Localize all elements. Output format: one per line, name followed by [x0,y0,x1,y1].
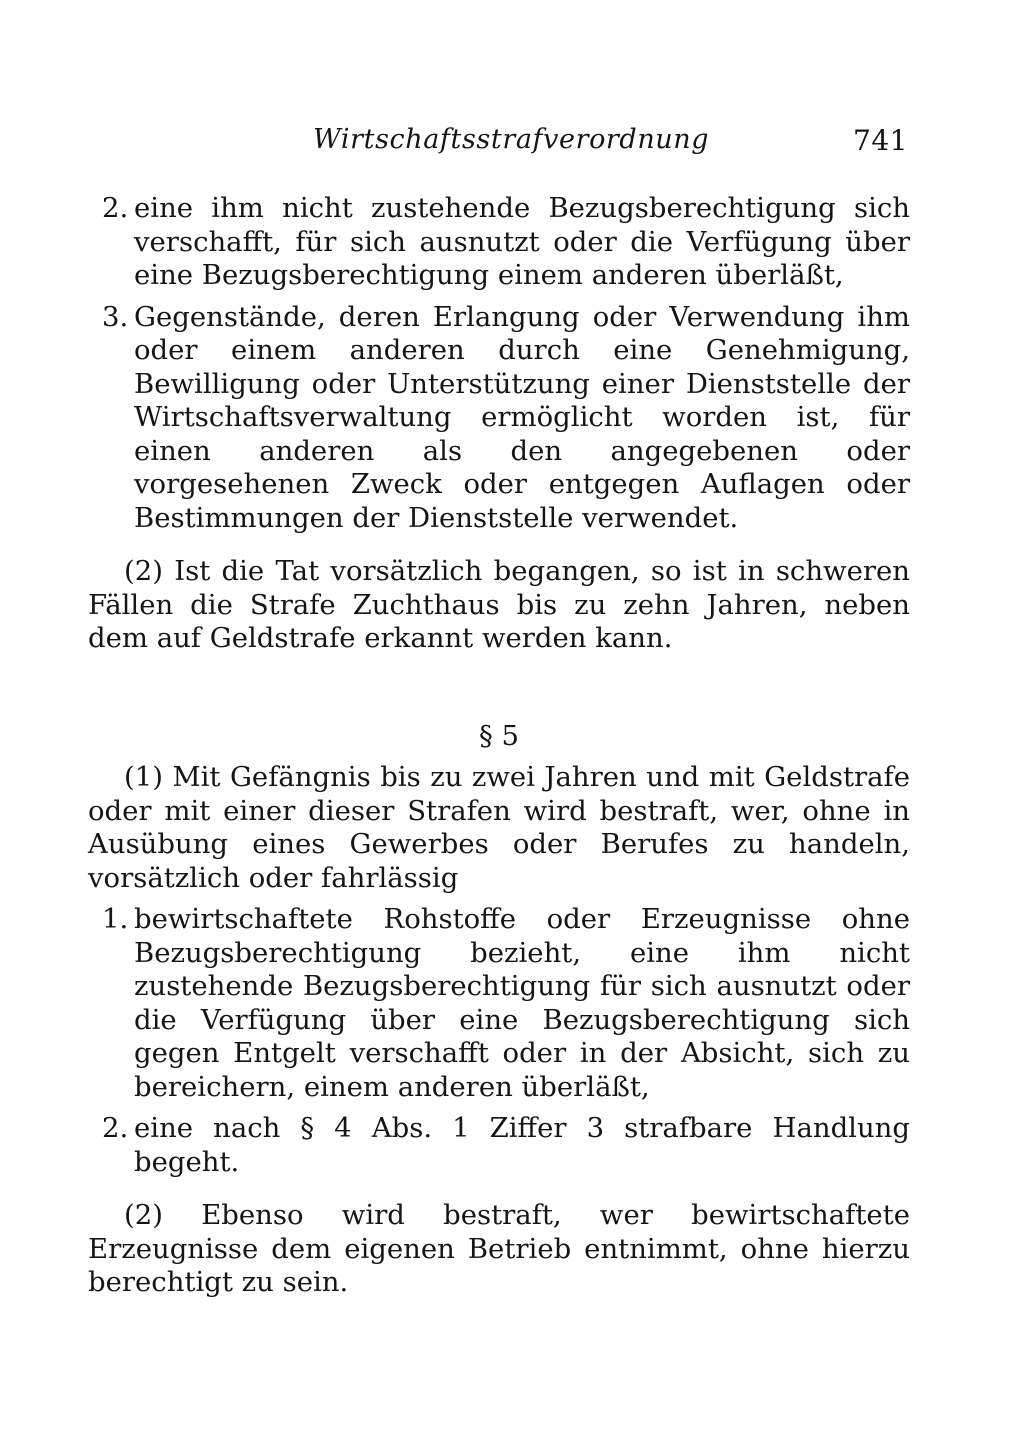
page-number: 741 [853,124,908,157]
page-body [88,192,910,1300]
section-heading: § 5 [479,719,519,752]
list-item-text: Gegenstände, deren Erlangung oder Verwendung ihm oder einem anderen durch eine Genehmigung, Bewilligung oder Unterstützung einer Dienststelle der Wirtschaftsverwaltung ermöglicht worden ist, für einen anderen als den angegebenen oder vorgesehenen Zweck oder entgegen Auflagen oder Bestimmungen der Dienststelle verwendet. [134,300,910,534]
list-item [88,301,910,536]
list-item-number: 1. [102,903,129,935]
list-item [88,903,910,1104]
running-header-title: Wirtschaftsstrafverordnung [313,124,710,155]
list-item [88,1112,910,1179]
running-header [105,118,908,168]
list-item-text: eine nach § 4 Abs. 1 Ziffer 3 strafbare Handlung begeht. [134,1112,910,1178]
list-item-text: eine ihm nicht zustehende Bezugsberechtigung sich verschafft, für sich ausnutzt oder die Verfügung über eine Bezugsberechtigung einem anderen überläßt, [134,192,910,291]
list-item [88,192,910,293]
list-item-text: bewirtschaftete Rohstoffe oder Erzeugnisse ohne Bezugsberechtigung bezieht, eine ihm nicht zustehende Bezugsberechtigung für sich ausnutzt oder die Verfügung über eine Bezugsberechtigung sich gegen Entgelt verschafft oder in der Absicht, sich zu bereichern, einem anderen überläßt, [134,903,910,1103]
list-item-number: 2. [102,192,129,224]
paragraph: (1) Mit Gefängnis bis zu zwei Jahren und mit Geldstrafe oder mit einer dieser Strafen wird bestraft, wer, ohne in Ausübung eines Gewerbes oder Berufes zu handeln, vorsätzlich oder fahrlässig [88,761,910,894]
list-item-number: 2. [102,1112,129,1144]
paragraph: (2) Ist die Tat vorsätzlich begangen, so ist in schweren Fällen die Strafe Zuchthaus bis zu zehn Jahren, neben dem auf Geldstrafe erkannt werden kann. [88,555,910,654]
list-item-number: 3. [102,300,129,333]
paragraph: (2) Ebenso wird bestraft, wer bewirtschaftete Erzeugnisse dem eigenen Betrieb entnimmt, ohne hierzu berechtigt zu sein. [88,1199,910,1298]
